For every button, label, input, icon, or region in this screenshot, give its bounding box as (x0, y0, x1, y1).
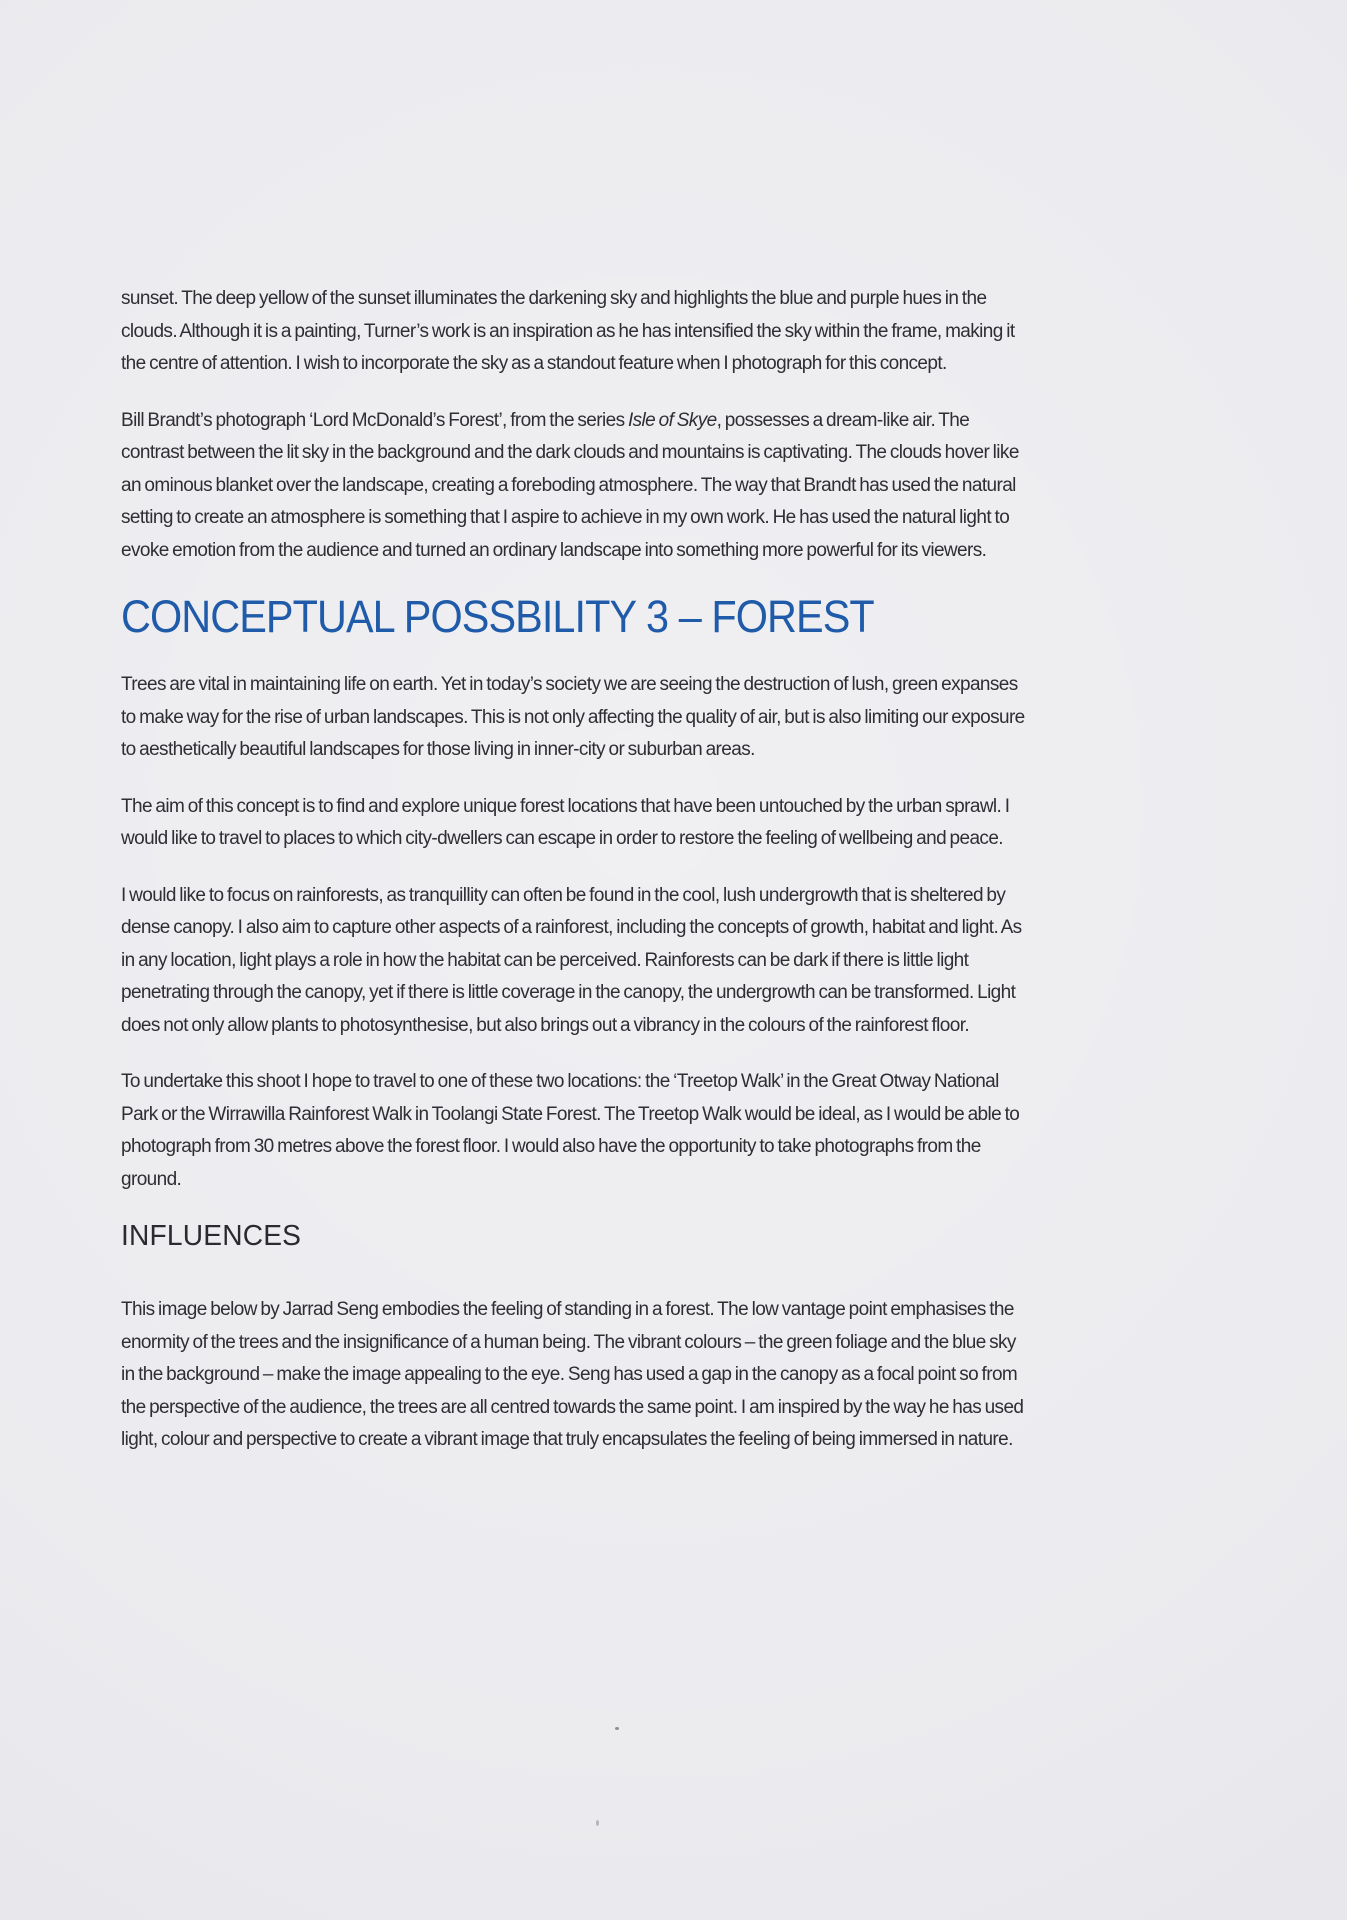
series-title-isle-of-skye: Isle of Skye (627, 409, 717, 431)
paper-speck (615, 1727, 619, 1730)
paragraph-trees-vital: Trees are vital in maintaining life on earth. Yet in today’s society we are seeing the destruction of lush, green expanses to make way for the rise of urban landscapes. This is not only affecting the quality of air, but is also limiting our exposure to aesthetically beautiful landscapes for those living in inner-city or suburban areas. (121, 674, 1025, 760)
paragraph-shoot-locations: To undertake this shoot I hope to travel to one of these two locations: the ‘Treetop Walk’ in the Great Otway National Park or the Wirrawilla Rainforest Walk in Toolangi State Forest. The Treetop Walk would be ideal, as I would be able to photograph from 30 metres above the forest floor. I would also have the opportunity to take photographs from the ground. (121, 1071, 1020, 1190)
paragraph-bill-brandt-lead: Bill Brandt’s photograph ‘Lord McDonald’s Forest’, from the series (121, 409, 628, 431)
paper-speck (596, 1820, 599, 1826)
heading-influences: INFLUENCES (121, 1220, 302, 1252)
paragraph-bill-brandt-rest: , possesses a dream-like air. The contrast between the lit sky in the background and the dark clouds and mountains is captivating. The clouds hover like an ominous blanket over the landscape, creating a foreboding atmosphere. The way that Brandt has used the natural setting to create an atmosphere is something that I aspire to achieve in my own work. He has used the natural light to evoke emotion from the audience and turned an ordinary landscape into something more powerful for its viewers. (121, 409, 1019, 561)
paragraph-jarrad-seng: This image below by Jarrad Seng embodies the feeling of standing in a forest. The low vantage point emphasises the enormity of the trees and the insignificance of a human being. The vibrant colours – the green foliage and the blue sky in the background – make the image appealing to the eye. Seng has used a gap in the canopy as a focal point so from the perspective of the audience, the trees are all centred towards the same point. I am inspired by the way he has used light, colour and perspective to create a vibrant image that truly encapsulates the feeling of being immersed in nature. (121, 1299, 1024, 1450)
paragraph-sunset-turner: sunset. The deep yellow of the sunset illuminates the darkening sky and highlights the blue and purple hues in the clouds. Although it is a painting, Turner’s work is an inspiration as he has intensified the sky within the frame, making it the centre of attention. I wish to incorporate the sky as a standout feature when I photograph for this concept. (121, 288, 1015, 374)
paragraph-bill-brandt (121, 405, 1026, 568)
heading-conceptual-possibility-3-forest: CONCEPTUAL POSSBILITY 3 – FOREST (121, 591, 874, 642)
paragraph-concept-aim: The aim of this concept is to find and explore unique forest locations that have been untouched by the urban sprawl. I would like to travel to places to which city-dwellers can escape in order to restore the feeling of wellbeing and peace. (121, 795, 1010, 849)
paragraph-rainforests: I would like to focus on rainforests, as tranquillity can often be found in the cool, lush undergrowth that is sheltered by dense canopy. I also aim to capture other aspects of a rainforest, including the concepts of growth, habitat and light. As in any location, light plays a role in how the habitat can be perceived. Rainforests can be dark if there is little light penetrating through the canopy, yet if there is little coverage in the canopy, the undergrowth can be transformed. Light does not only allow plants to photosynthesise, but also brings out a vibrancy in the colours of the rainforest floor. (121, 884, 1022, 1036)
